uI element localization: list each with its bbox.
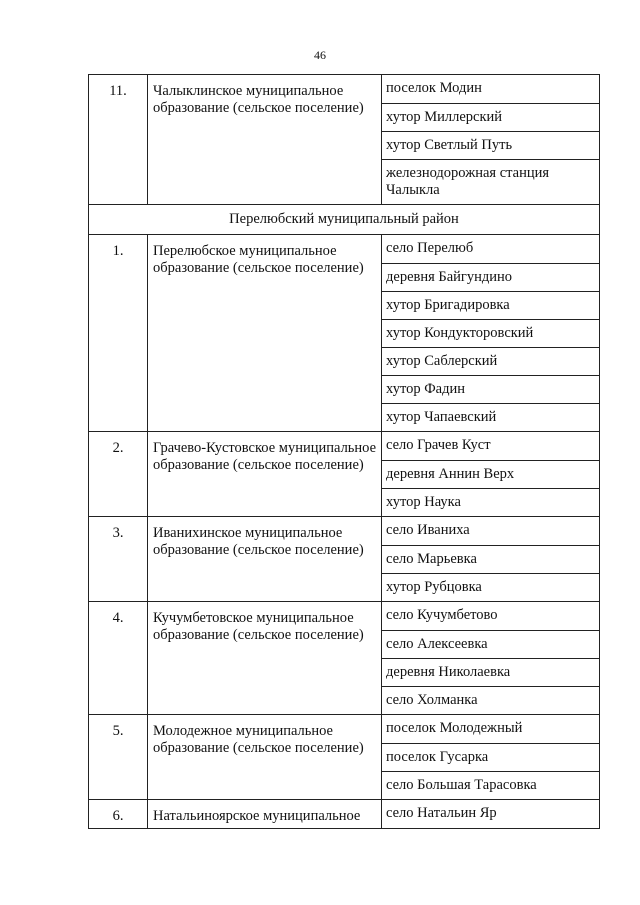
settlement-item: село Большая Тарасовка <box>382 771 599 799</box>
table-body-top <box>89 75 600 205</box>
settlements-cell <box>382 235 600 432</box>
settlement-item: поселок Гусарка <box>382 743 599 771</box>
settlement-item: село Натальин Яр <box>386 805 497 821</box>
table-body-district <box>89 235 600 829</box>
settlement-item: село Грачев Куст <box>386 437 491 453</box>
settlement-item: поселок Молодежный <box>386 720 523 736</box>
settlement-item: хутор Миллерский <box>382 103 599 131</box>
table-row <box>89 715 600 800</box>
table-row <box>89 517 600 602</box>
settlement-item: село Иваниха <box>386 522 470 538</box>
settlement-item: село Марьевка <box>382 545 599 573</box>
settlement-item: село Кучумбетово <box>386 607 498 623</box>
settlement-item: село Алексеевка <box>382 630 599 658</box>
municipality-name: Иванихинское муниципальное образование (сельское поселение) <box>148 517 382 602</box>
district-row <box>89 205 600 235</box>
settlements-cell <box>382 75 600 205</box>
settlement-item: хутор Фадин <box>382 375 599 403</box>
settlement-item: хутор Бригадировка <box>382 291 599 319</box>
settlements-cell <box>382 715 600 800</box>
district-header-body <box>89 205 600 235</box>
municipality-name: Чалыклинское муниципальное образование (сельское поселение) <box>148 75 382 205</box>
settlement-item: хутор Чапаевский <box>382 403 599 431</box>
settlements-cell <box>382 602 600 715</box>
settlements-table <box>88 74 600 829</box>
row-number: 2. <box>89 432 148 517</box>
settlements-cell <box>382 800 600 829</box>
district-title: Перелюбский муниципальный район <box>89 205 600 235</box>
table-row <box>89 75 600 205</box>
settlement-item: хутор Светлый Путь <box>382 131 599 159</box>
municipality-name: Молодежное муниципальное образование (сельское поселение) <box>148 715 382 800</box>
row-number: 3. <box>89 517 148 602</box>
settlement-item: деревня Байгундино <box>382 263 599 291</box>
row-number: 5. <box>89 715 148 800</box>
table-row <box>89 602 600 715</box>
settlement-item: хутор Кондукторовский <box>382 319 599 347</box>
settlement-item: село Холманка <box>382 686 599 714</box>
table-row <box>89 800 600 829</box>
row-number: 1. <box>89 235 148 432</box>
row-number: 11. <box>89 75 148 205</box>
table-row <box>89 432 600 517</box>
row-number: 4. <box>89 602 148 715</box>
page-number: 46 <box>314 48 326 62</box>
table-row <box>89 235 600 432</box>
settlement-item: хутор Саблерский <box>382 347 599 375</box>
municipality-name: Кучумбетовское муниципальное образование (сельское поселение) <box>148 602 382 715</box>
municipality-name: Перелюбское муниципальное образование (сельское поселение) <box>148 235 382 432</box>
settlement-item: хутор Наука <box>382 488 599 516</box>
municipality-name: Грачево-Кустовское муниципальное образование (сельское поселение) <box>148 432 382 517</box>
settlement-item: хутор Рубцовка <box>382 573 599 601</box>
settlement-item: деревня Николаевка <box>382 658 599 686</box>
row-number: 6. <box>89 800 148 829</box>
settlement-item: село Перелюб <box>386 240 474 256</box>
settlement-item: поселок Модин <box>386 80 482 96</box>
settlement-item: деревня Аннин Верх <box>382 460 599 488</box>
settlement-item: железнодорожная станция Чалыкла <box>382 159 599 204</box>
settlements-cell <box>382 432 600 517</box>
settlements-cell <box>382 517 600 602</box>
municipality-name: Натальиноярское муниципальное <box>148 800 382 829</box>
